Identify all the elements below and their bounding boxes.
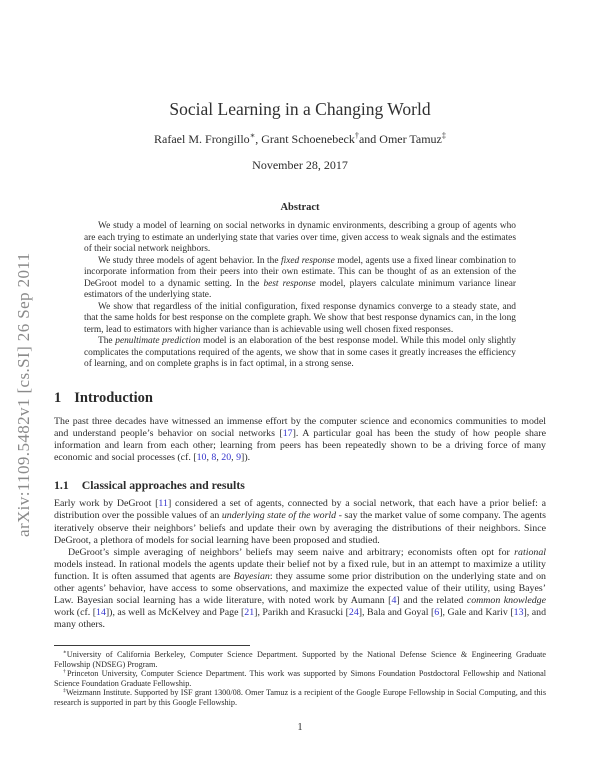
text-run: underlying state of the world [221,510,337,522]
text-run: and Omer Tamuz [358,132,442,146]
subsection-title: Classical approaches and results [81,478,245,493]
section-heading-introduction [54,389,546,407]
text-run: The past three decades have witnessed an immense effort by the computer science and economics communities to model and understand people’s behavior on social networks [ [54,416,546,440]
subsection-number: 1.1 [54,478,69,493]
text-run: model is an elaboration of the best response model. While this model only slightly complicates the computations required of the agents, we show that in some cases it greatly increases the efficiency of learning, and on complete graphs is in fact optimal, in a strong sense. [84,336,516,369]
citation-link[interactable]: 11 [158,498,168,510]
footnote-affiliation-2 [54,669,546,688]
text-run: Princeton University, Computer Science Department. This work was supported by Simons Foundation Postdoctoral Fellowship and National Science Foundation Graduate Fellowship. [54,669,546,688]
text-run: model, agents use a fixed linear combination to incorporate information from their peers into their own estimate. This can be thought of as an extension of the DeGroot model to a dynamic setting. In the [84,255,516,289]
text-run: penultimate prediction [115,336,201,346]
paragraph-classical-2 [54,547,546,632]
footnote-affiliation-1 [54,650,546,669]
abstract-paragraph-4 [84,336,516,371]
footnote-rule [54,645,250,646]
arxiv-stamp: arXiv:1109.5482v1 [cs.SI] 26 Sep 2011 [14,252,33,537]
footnote-affiliation-3 [54,688,546,707]
paper-header [0,98,600,173]
citation-link[interactable]: 4 [391,595,397,607]
text-run: ]), as well as McKelvey and Page [ [105,607,245,619]
text-run: work (cf. [ [54,607,97,619]
subsection-heading-classical-approaches [54,478,546,493]
text-run: Early work by DeGroot [ [54,498,159,510]
citation-link[interactable]: 8 [211,452,217,464]
paragraph-intro [54,416,546,464]
abstract-paragraph-3 [84,302,516,337]
abstract-paragraph-2 [84,256,516,302]
text-run: † [354,131,359,140]
text-run: best response [263,278,316,289]
citation-link[interactable]: 17 [282,428,293,440]
text-run: We study a model of learning on social networks in dynamic environments, describing a group of agents who are each trying to estimate an underlying state that varies over time, given access to weak signals and the estimates of their social network neighbors. [84,221,516,254]
text-run: rational [514,546,546,558]
section-title: Introduction [74,390,153,406]
text-run: We study three models of agent behavior. In the [98,255,282,266]
citation-link[interactable]: 6 [434,607,440,619]
text-run: , [206,452,212,464]
citation-link[interactable]: 14 [96,607,106,619]
text-run: DeGroot’s simple averaging of neighbors’ beliefs may seem naive and arbitrary; economists often opt for [68,546,515,558]
citation-link[interactable]: 9 [236,452,242,464]
citation-link[interactable]: 21 [244,607,255,619]
text-run: ‡ [441,131,446,140]
page-number: 1 [297,722,303,733]
text-run: ], and many others. [54,607,547,631]
abstract-paragraph-1 [84,221,516,256]
text-run: ∗ [63,649,67,656]
paragraph-classical-1 [54,498,546,546]
text-run: ]). [241,452,251,464]
footnotes-section [54,645,546,708]
main-content [54,389,546,631]
citation-link[interactable]: 10 [196,452,207,464]
abstract-heading: Abstract [280,202,320,213]
citation-link[interactable]: 24 [348,607,359,619]
text-run: Rafael M. Frongillo [154,132,250,146]
text-run: , [231,452,237,464]
text-run: , Grant Schoenebeck [255,132,355,146]
text-run: ∗ [249,131,256,140]
text-run: We show that regardless of the initial configuration, fixed response dynamics converge to a steady state, and that the same holds for best response on the complete graph. We show that best response dynamics can, in the long term, lead to estimators with higher variance than is achievable using well chosen fixed responses. [84,301,516,335]
date-line: November 28, 2017 [252,158,348,172]
text-run: University of California Berkeley, Computer Science Department. Supported by the National Defense Science & Engineering Graduate Fellowship (NDSEG) Program. [54,650,546,669]
text-run: fixed response [281,255,335,266]
citation-link[interactable]: 13 [513,607,524,619]
text-run: models instead. In rational models the agents update their belief not by a fixed rule, but in an attempt to maximize a utility function. It is often assumed that agents are [54,558,546,582]
text-run: ], Bala and Goyal [ [358,607,435,619]
text-run: ‡ [63,687,67,694]
text-run: ], Parikh and Krasucki [ [254,607,349,619]
text-run: ]. A particular goal has been the study of how people share information and learn from each other; learning from peers has been repeatedly shown to be a driving force of many economic and social processes (cf. [ [54,428,546,464]
paper-title: Social Learning in a Changing World [169,99,431,119]
text-run: ] considered a set of agents, connected by a social network, that each have a prior belief: a distribution over the possible values of an [54,498,546,522]
text-run: model, players calculate minimum variance linear estimators of the underlying state. [84,278,516,300]
citation-link[interactable]: 20 [221,452,232,464]
section-number: 1 [54,390,62,406]
text-run: - say the market value of some company. The agents iteratively observe their neighbors’ beliefs and update their own by averaging the distributions of their neighbors. Since DeGroot, a plethora of models for social learning have been proposed and studied. [54,510,546,546]
authors-line [0,132,600,147]
abstract-section [84,201,516,371]
text-run: † [63,668,67,675]
text-run: Bayesian [233,570,270,582]
text-run: common knowledge [466,595,546,607]
text-run: Weizmann Institute. Supported by ISF grant 1300/08. Omer Tamuz is a recipient of the Google Europe Fellowship in Social Computing, and this research is supported in part by this Google Fellowship. [54,688,547,707]
text-run: , [216,452,222,464]
text-run: The [98,336,116,346]
text-run: : they assume some prior distribution on the underlying state and on other agents’ behavior, have access to some observations, and maximize the expected value of their utility, using Bayes’ Law. Bayesian social learning has a wide literature, with noted work by Aumann [ [54,570,546,607]
text-run: ] and the related [396,595,467,607]
text-run: ], Gale and Kariv [ [439,607,514,619]
